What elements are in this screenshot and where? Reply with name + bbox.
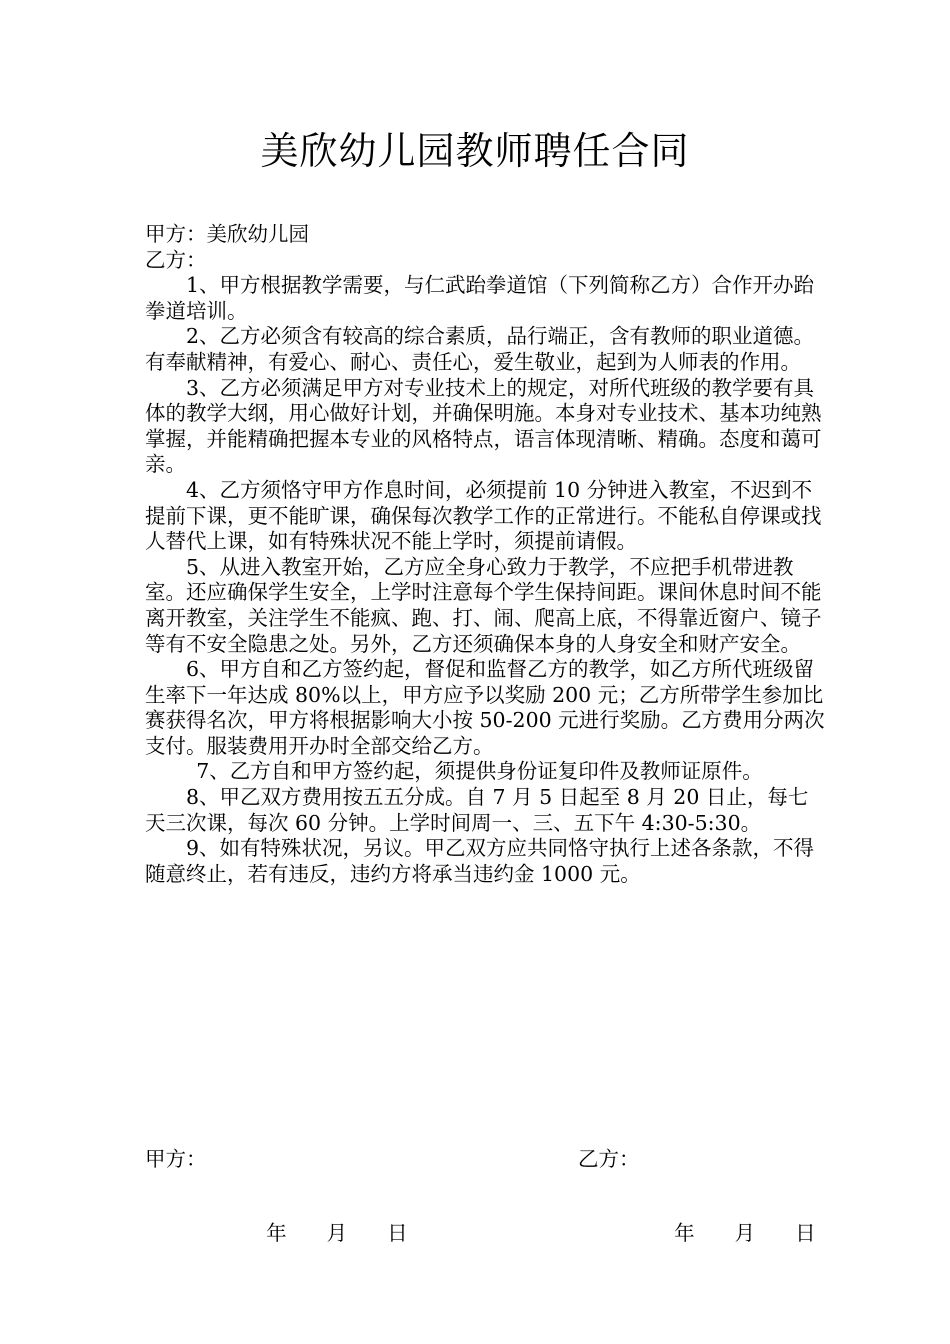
clause-2: 2、乙方必须含有较高的综合素质，品行端正，含有教师的职业道德。有奉献精神，有爱心、耐心、责任心，爱生敬业，起到为人师表的作用。 bbox=[145, 324, 815, 374]
party-b-line: 乙方： bbox=[145, 247, 207, 272]
year-label: 年 bbox=[674, 1221, 695, 1245]
party-a-signature-label: 甲方： bbox=[145, 1147, 207, 1171]
day-label: 日 bbox=[387, 1221, 408, 1245]
clause-7: 7、乙方自和甲方签约起，须提供身份证复印件及教师证原件。 bbox=[196, 759, 763, 784]
clause-8: 8、甲乙双方费用按五五分成。自 7 月 5 日起至 8 月 20 日止，每七天三次课，每次 60 分钟。上学时间周一、三、五下午 4:30-5:30。 bbox=[145, 785, 809, 835]
day-label: 日 bbox=[795, 1221, 816, 1245]
document-title: 美欣幼儿园教师聘任合同 bbox=[260, 129, 690, 173]
party-a-date bbox=[240, 1194, 408, 1272]
clause-4: 4、乙方须恪守甲方作息时间，必须提前 10 分钟进入教室，不迟到不提前下课，更不能旷课，确保每次教学工作的正常进行。不能私自停课或找人替代上课，如有特殊状况不能上学时，须提前请假。 bbox=[145, 477, 822, 554]
year-label: 年 bbox=[266, 1221, 287, 1245]
clause-1: 1、甲方根据教学需要，与仁武跆拳道馆（下列简称乙方）合作开办跆拳道培训。 bbox=[145, 273, 815, 323]
contract-body bbox=[145, 222, 825, 887]
clause-5: 5、从进入教室开始，乙方应全身心致力于教学，不应把手机带进教室。还应确保学生安全，上学时注意每个学生保持间距。课间休息时间不能离开教室，关注学生不能疯、跑、打、闹、爬高上底，不得靠近窗户、镜子等有不安全隐患之处。另外，乙方还须确保本身的人身安全和财产安全。 bbox=[145, 554, 822, 656]
month-label: 月 bbox=[734, 1221, 756, 1245]
month-label: 月 bbox=[326, 1221, 348, 1245]
party-a-line: 甲方：美欣幼儿园 bbox=[145, 222, 309, 246]
party-b-date bbox=[648, 1194, 816, 1272]
party-b-signature-label: 乙方： bbox=[578, 1147, 640, 1171]
clause-9: 9、如有特殊状况，另议。甲乙双方应共同恪守执行上述各条款，不得随意终止，若有违反，违约方将承当违约金 1000 元。 bbox=[145, 836, 815, 886]
clause-6: 6、甲方自和乙方签约起，督促和监督乙方的教学，如乙方所代班级留生率下一年达成 80%以上，甲方应予以奖励 200 元；乙方所带学生参加比赛获得名次，甲方将根据影响大小按 50-200 元进行奖励。乙方费用分两次支付。服装费用开办时全部交给乙方。 bbox=[145, 657, 825, 758]
clause-3: 3、乙方必须满足甲方对专业技术上的规定，对所代班级的教学要有具体的教学大纲，用心做好计划，并确保明施。本身对专业技术、基本功纯熟掌握，并能精确把握本专业的风格特点，语言体现清晰、精确。态度和蔼可亲。 bbox=[145, 375, 822, 477]
